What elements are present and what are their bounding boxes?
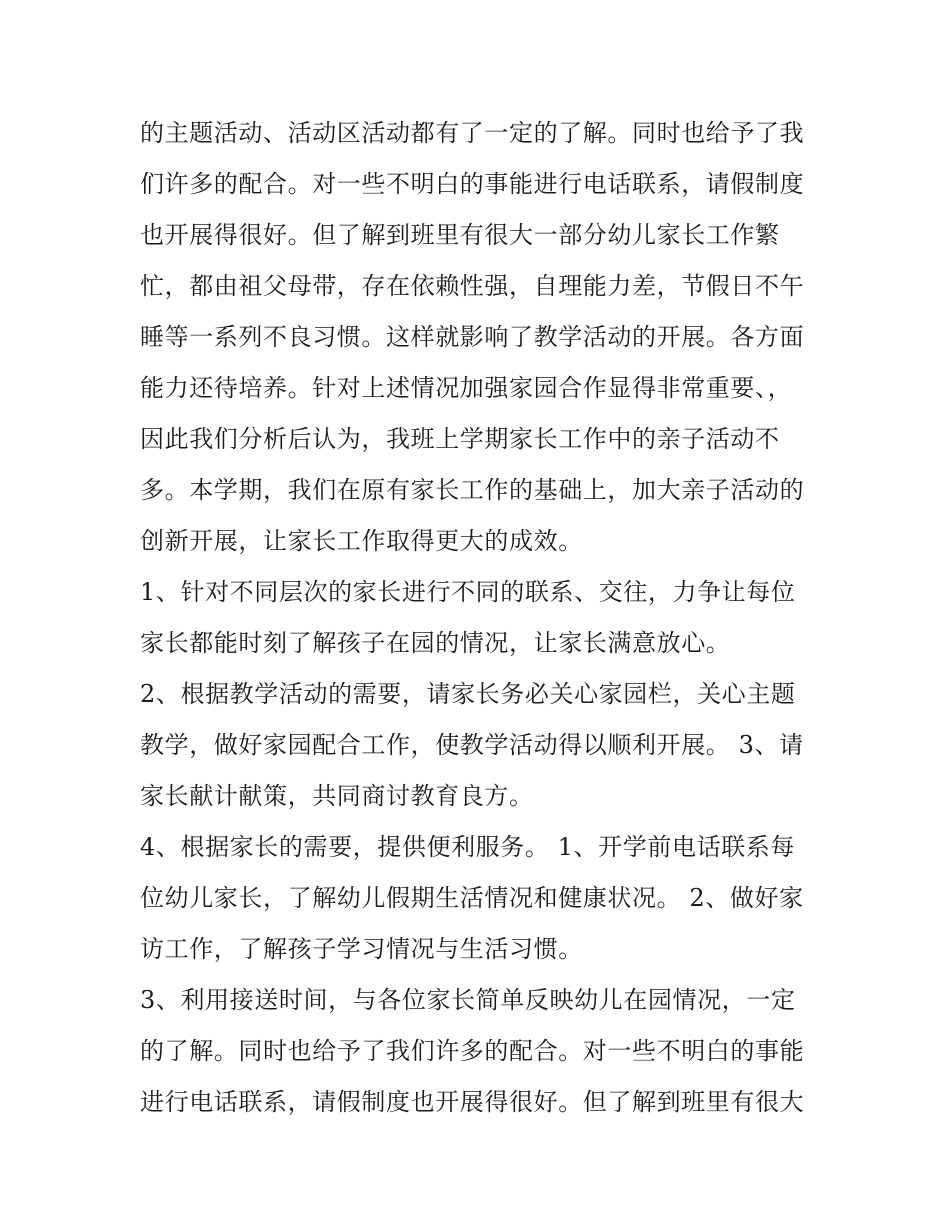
text-line: 创新开展，让家长工作取得更大的成效。 [140,527,583,555]
text-line: 们许多的配合。对一些不明白的事能进行电话联系，请假制度 [140,170,805,198]
text-line: 的主题活动、活动区活动都有了一定的了解。同时也给予了我 [140,119,805,147]
text-line: 也开展得很好。但了解到班里有很大一部分幼儿家长工作繁 [140,221,780,249]
list-item-line: 3、利用接送时间，与各位家长简单反映幼儿在园情况，一定 [140,986,796,1014]
list-item-line: 4、根据家长的需要，提供便利服务。 1、开学前电话联系每 [140,833,795,861]
list-item-line: 进行电话联系，请假制度也开展得很好。但了解到班里有很大 [140,1088,805,1116]
list-item-line: 的了解。同时也给予了我们许多的配合。对一些不明白的事能 [140,1037,805,1065]
text-line: 能力还待培养。针对上述情况加强家园合作显得非常重要、， [140,374,793,402]
list-item-line: 1、针对不同层次的家长进行不同的联系、交往，力争让每位 [140,578,796,606]
text-line: 因此我们分析后认为，我班上学期家长工作中的亲子活动不 [140,425,780,453]
list-item-line: 位幼儿家长，了解幼儿假期生活情况和健康状况。 2、做好家 [140,884,804,912]
text-line: 睡等一系列不良习惯。这样就影响了教学活动的开展。各方面 [140,323,805,351]
list-item-line: 访工作，了解孩子学习情况与生活习惯。 [140,935,583,963]
text-line: 多。本学期，我们在原有家长工作的基础上，加大亲子活动的 [140,476,805,504]
list-item-line: 家长都能时刻了解孩子在园的情况，让家长满意放心。 [140,629,731,657]
list-item-line: 教学，做好家园配合工作，使教学活动得以顺利开展。 3、请 [140,731,804,759]
list-item-line: 2、根据教学活动的需要，请家长务必关心家园栏，关心主题 [140,680,796,708]
text-line: 忙，都由祖父母带，存在依赖性强，自理能力差，节假日不午 [140,272,805,300]
body-text [140,108,830,1128]
list-item-line: 家长献计献策，共同商讨教育良方。 [140,782,534,810]
